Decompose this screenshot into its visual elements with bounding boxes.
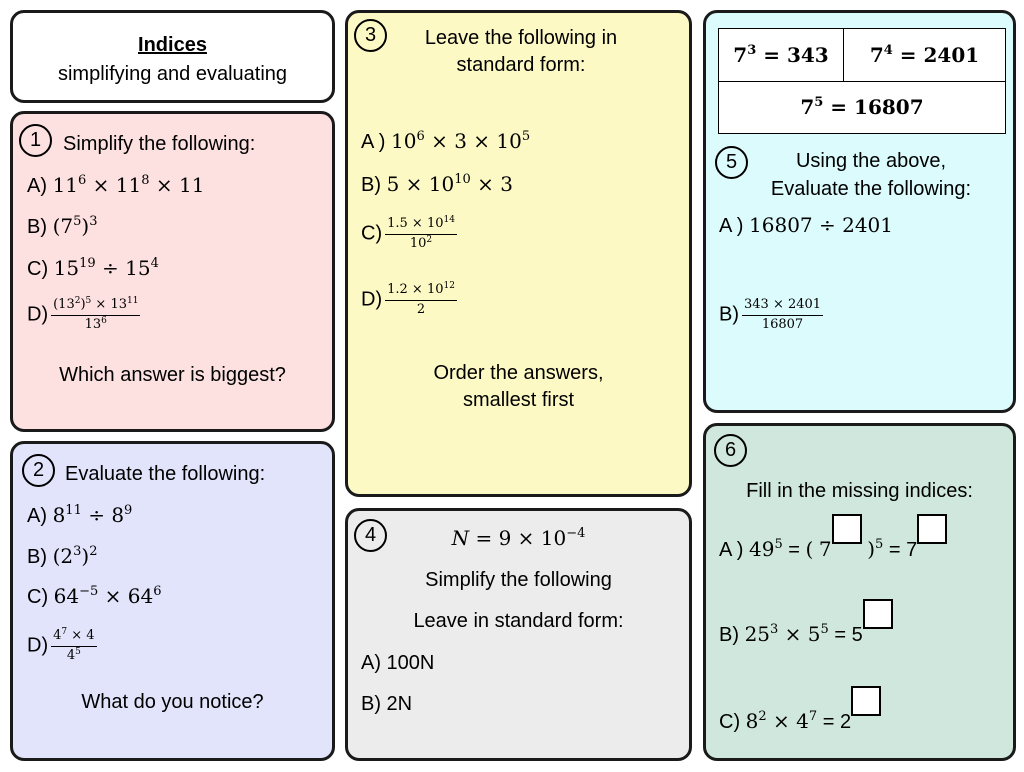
panel-instruction: Fill in the missing indices: [746,480,973,502]
question-c: C) $64^{-5} \times 64^6$ [27,584,162,608]
panel-number-badge: 3 [354,19,387,52]
question-a: A ) $10^6 \times 3 \times 10^5$ [361,129,531,153]
title-box [10,10,335,103]
panel-instruction: Evaluate the following: [65,463,266,485]
page-subtitle: simplifying and evaluating [57,63,288,85]
panel-question: Which answer is biggest? [59,364,286,386]
question-c: C) $\frac{1.5 \times 10^{14}}{10^2}$ [361,215,455,251]
question-b: B) $5 \times 10^{10} \times 3$ [361,172,513,196]
power-cell: $7^4 = 2401$ [844,29,1006,82]
question-d: D) $\frac{(13^2)^5 \times 13^{11}}{13^6}$ [27,296,139,332]
panel-missing-indices [703,423,1016,761]
panel-variable-n [345,508,692,761]
question-b: B) $(2^3)^2$ [27,544,98,568]
panel-evaluate [10,441,335,761]
question-a: A) 100N [361,652,435,674]
panel-instruction: Simplify the following [425,569,612,591]
panel-question: Order the answers, [433,362,604,384]
panel-number-badge: 4 [354,519,387,552]
question-a: A) $11^6 \times 11^8 \times 11$ [27,173,205,197]
panel-number-badge: 1 [19,124,52,157]
power-cell: $7^3 = 343$ [719,29,844,82]
answer-box[interactable] [917,514,947,544]
panel-question: What do you notice? [81,691,264,713]
answer-box[interactable] [851,686,881,716]
question-d: D) $\frac{1.2 \times 10^{12}}{2}$ [361,281,455,317]
question-d: D) $\frac{4^7 \times 4}{4^5}$ [27,627,95,663]
page-title: Indices [138,34,207,56]
panel-instruction: Evaluate the following: [770,178,972,200]
panel-simplify [10,111,335,432]
panel-instruction: standard form: [456,54,586,76]
panel-instruction: Leave the following in [424,27,618,49]
question-c: C) $8^2 \times 4^7 = 2$ [719,698,881,732]
panel-instruction: Leave in standard form: [413,610,624,632]
powers-table [718,28,1006,134]
panel-number-badge: 5 [715,146,748,179]
question-a: A ) 16807 ÷ 2401 [719,213,894,237]
question-b: B) $(7^5)^3$ [27,214,98,238]
question-b: B) $\frac{343 \times 2401}{16807}$ [719,297,822,332]
panel-question: smallest first [462,389,575,411]
panel-standard-form [345,10,692,497]
panel-instruction: Using the above, [795,150,947,172]
question-b: B) $25^3 \times 5^5 = 5$ [719,611,893,645]
answer-box[interactable] [863,599,893,629]
question-b: B) 2N [361,693,413,715]
question-c: C) $15^{19} \div 15^4$ [27,256,159,280]
answer-box[interactable] [832,514,862,544]
panel-number-badge: 6 [714,434,747,467]
panel-number-badge: 2 [22,454,55,487]
given-n: $N = 9 \times 10^{-4}$ [451,526,586,550]
question-a: A ) $49^5$ = ( 7 )$^5$ = 7 [719,526,947,560]
power-cell: $7^5 = 16807$ [719,81,1006,134]
panel-instruction: Simplify the following: [63,133,256,155]
question-a: A) $8^{11} \div 8^9$ [27,503,133,527]
panel-powers-of-seven [703,10,1016,413]
